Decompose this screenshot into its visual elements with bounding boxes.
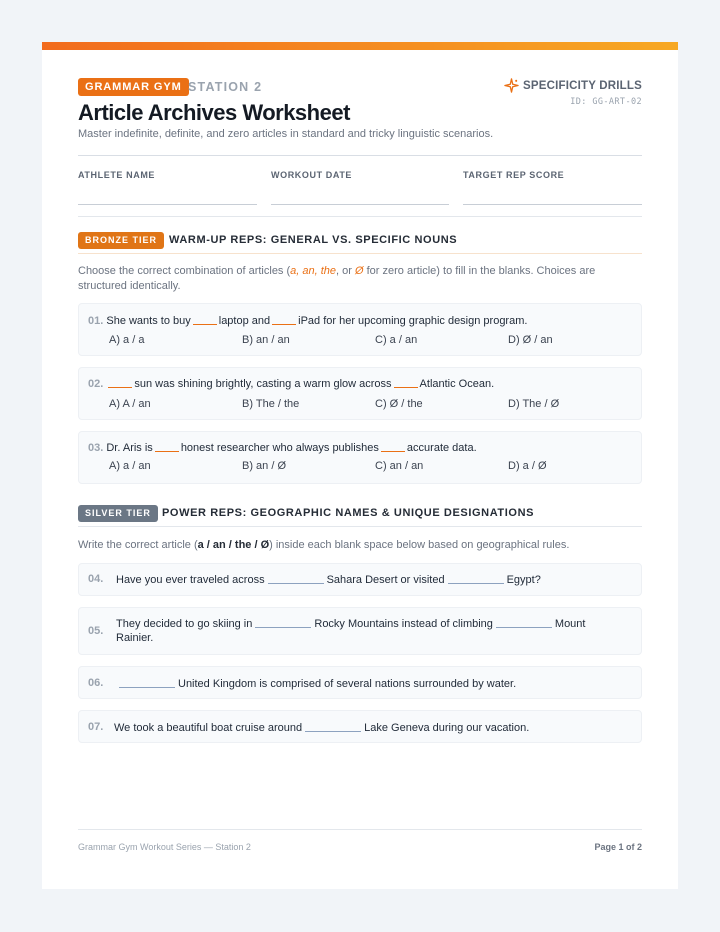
question-card	[78, 666, 642, 699]
answer-blank[interactable]	[268, 574, 324, 584]
question-text: United Kingdom is comprised of several nations surrounded by water.	[116, 677, 516, 691]
option-d[interactable]: D) Ø / an	[508, 334, 553, 346]
page-number: Page 1 of 2	[594, 842, 642, 852]
silver-instructions: Write the correct article (a / an / the / Ø) inside each blank space below based on geographical rules.	[78, 539, 570, 551]
divider	[78, 216, 642, 217]
accent-bar	[42, 42, 678, 50]
workout-date-field[interactable]	[271, 204, 449, 205]
answer-blank[interactable]	[193, 315, 217, 325]
bronze-section-title: WARM-UP REPS: GENERAL VS. SPECIFIC NOUNS	[169, 234, 458, 246]
question-card	[78, 367, 642, 420]
option-b[interactable]: B) an / an	[242, 334, 290, 346]
section-divider	[78, 253, 642, 254]
target-score-field[interactable]	[463, 204, 642, 205]
answer-blank[interactable]	[119, 678, 175, 688]
target-score-label: TARGET REP SCORE	[463, 170, 565, 180]
option-a[interactable]: A) a / a	[109, 334, 145, 346]
question-text: We took a beautiful boat cruise around Lake Geneva during our vacation.	[114, 722, 530, 734]
answer-blank[interactable]	[155, 442, 179, 452]
question-card	[78, 431, 642, 484]
question-card	[78, 303, 642, 356]
divider	[78, 155, 642, 156]
question-number: 01.	[88, 315, 104, 327]
answer-blank[interactable]	[394, 378, 418, 388]
answer-blank[interactable]	[381, 442, 405, 452]
bronze-instructions: Choose the correct combination of articles (a, an, the, or Ø for zero article) to fill in the blanks. Choices are structured identically.	[78, 265, 596, 292]
silver-section-title: POWER REPS: GEOGRAPHIC NAMES & UNIQUE DESIGNATIONS	[162, 507, 535, 519]
option-b[interactable]: B) The / the	[242, 398, 300, 410]
question-card	[78, 607, 642, 655]
question-text: Have you ever traveled across Sahara Desert or visited Egypt?	[116, 574, 541, 586]
question-text: They decided to go skiing in Rocky Mountains instead of climbing Mount Rainier.	[116, 618, 586, 644]
answer-blank[interactable]	[305, 722, 361, 732]
answer-blank[interactable]	[255, 618, 311, 628]
option-b[interactable]: B) an / Ø	[242, 460, 287, 472]
question-text: 02. sun was shining brightly, casting a warm glow across Atlantic Ocean.	[88, 378, 495, 390]
option-c[interactable]: C) a / an	[375, 334, 418, 346]
option-a[interactable]: A) a / an	[109, 460, 151, 472]
option-d[interactable]: D) The / Ø	[508, 398, 560, 410]
footer-series: Grammar Gym Workout Series — Station 2	[78, 842, 251, 852]
answer-blank[interactable]	[272, 315, 296, 325]
answer-blank[interactable]	[108, 378, 132, 388]
question-number: 02.	[88, 378, 104, 390]
question-number: 04.	[88, 573, 104, 585]
sparkle-icon	[504, 78, 519, 93]
option-c[interactable]: C) Ø / the	[375, 398, 423, 410]
page-subtitle: Master indefinite, definite, and zero articles in standard and tricky linguistic scenarios.	[78, 128, 494, 140]
question-number: 07.	[88, 721, 104, 733]
question-card	[78, 710, 642, 743]
station-label: STATION 2	[188, 80, 263, 94]
question-number: 05.	[88, 625, 104, 637]
bronze-tier-badge: BRONZE TIER	[78, 232, 164, 249]
question-text: 01. She wants to buy laptop and iPad for her upcoming graphic design program.	[88, 315, 528, 327]
page-title: Article Archives Worksheet	[78, 100, 350, 125]
athlete-name-label: ATHLETE NAME	[78, 170, 156, 180]
option-a[interactable]: A) A / an	[109, 398, 151, 410]
document-id: ID: GG-ART-02	[570, 97, 642, 107]
section-divider	[78, 526, 642, 527]
option-d[interactable]: D) a / Ø	[508, 460, 547, 472]
brand-text: SPECIFICITY DRILLS	[522, 79, 642, 92]
question-number: 06.	[88, 677, 104, 689]
option-c[interactable]: C) an / an	[375, 460, 424, 472]
athlete-name-field[interactable]	[78, 204, 257, 205]
footer-divider	[78, 829, 642, 830]
answer-blank[interactable]	[496, 618, 552, 628]
answer-blank[interactable]	[448, 574, 504, 584]
worksheet-page	[42, 42, 678, 889]
workout-date-label: WORKOUT DATE	[271, 170, 353, 180]
brand-label	[504, 78, 642, 93]
question-number: 03.	[88, 442, 104, 454]
silver-tier-badge: SILVER TIER	[78, 505, 158, 522]
question-text: 03. Dr. Aris is honest researcher who always publishes accurate data.	[88, 442, 477, 454]
question-card	[78, 563, 642, 596]
brand-badge: GRAMMAR GYM	[78, 78, 189, 96]
